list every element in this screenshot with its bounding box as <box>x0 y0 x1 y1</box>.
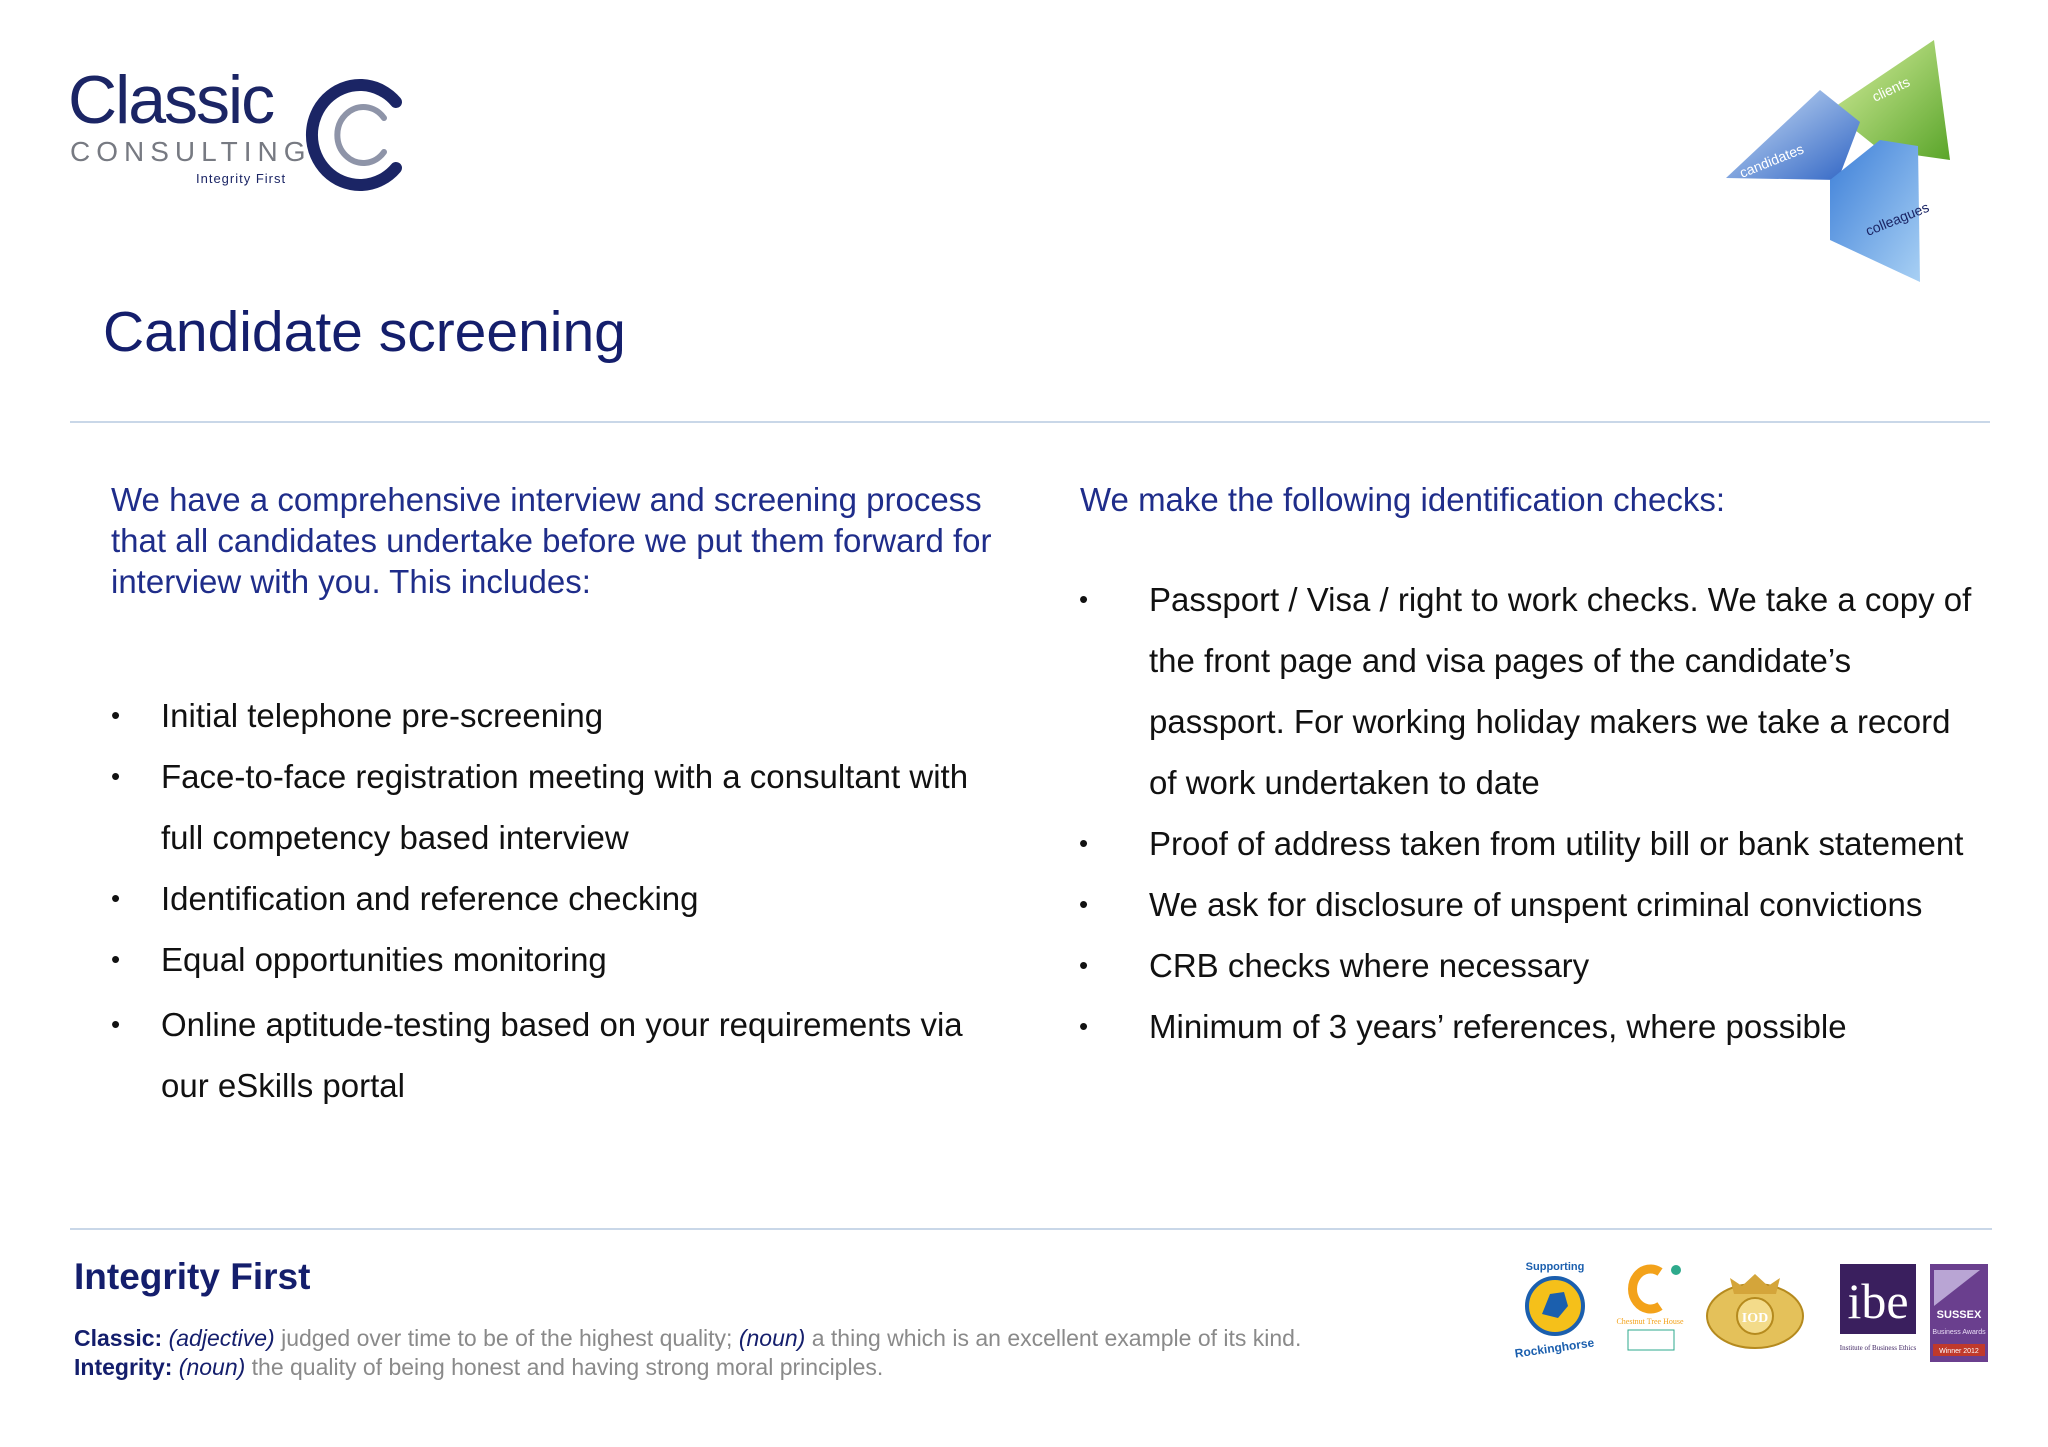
iod-crest-logo-icon <box>1707 1274 1803 1348</box>
definition-text: the quality of being honest and having strong moral principles. <box>245 1354 884 1380</box>
svg-text:Winner 2012: Winner 2012 <box>1939 1348 1979 1355</box>
list-item-text: Minimum of 3 years’ references, where possible <box>1149 1008 1847 1045</box>
page-title: Candidate screening <box>103 300 626 364</box>
list-item-text: Initial telephone pre-screening <box>161 697 604 734</box>
svg-text:Supporting: Supporting <box>1525 1261 1585 1273</box>
svg-text:Rockinghorse: Rockinghorse <box>1513 1335 1596 1361</box>
logo-tagline: Integrity First <box>196 171 287 186</box>
bullet-icon: • <box>111 883 121 913</box>
ibe-logo-icon <box>1840 1264 1917 1352</box>
sponsor-logos <box>1510 1256 1995 1366</box>
footer-title: Integrity First <box>74 1256 311 1297</box>
graphic-label-candidates: candidates <box>1737 140 1806 181</box>
logo-subtitle: CONSULTING <box>70 136 312 167</box>
company-logo <box>68 62 413 196</box>
list-item-text: Identification and reference checking <box>161 880 699 917</box>
chestnut-tree-house-logo-icon <box>1616 1265 1684 1350</box>
list-item <box>1079 569 1979 813</box>
svg-text:ibe: ibe <box>1847 1273 1909 1329</box>
bullet-icon: • <box>1079 828 1089 858</box>
definition-text: a thing which is an excellent example of its kind. <box>805 1325 1302 1351</box>
integrity-definition <box>74 1353 883 1382</box>
identification-checks-list <box>1079 569 1979 1057</box>
bottom-divider <box>70 1228 1992 1230</box>
bullet-icon: • <box>111 1009 121 1039</box>
sussex-business-awards-logo-icon <box>1930 1264 1988 1362</box>
bullet-icon: • <box>111 944 121 974</box>
graphic-label-colleagues: colleagues <box>1863 198 1932 239</box>
svg-text:IOD: IOD <box>1741 1311 1769 1326</box>
list-item-text: Face-to-face registration meeting with a consultant with full competency based interview <box>161 758 969 856</box>
list-item <box>1079 874 1979 935</box>
bullet-icon: • <box>1079 950 1089 980</box>
list-item-text: CRB checks where necessary <box>1149 947 1590 984</box>
definition-term: Classic: <box>74 1325 163 1351</box>
bullet-icon: • <box>111 761 121 791</box>
svg-text:Chestnut Tree House: Chestnut Tree House <box>1616 1317 1684 1326</box>
logo-wordmark: Classic <box>68 62 274 138</box>
bullet-icon: • <box>1079 1011 1089 1041</box>
list-item <box>1079 813 1979 874</box>
left-intro-paragraph: We have a comprehensive interview and screening process that all candidates undertake before we put them forward for interview with you. This includes: <box>111 481 992 600</box>
part-of-speech: (noun) <box>178 1354 246 1380</box>
logo-c-mark-icon <box>304 76 414 194</box>
list-item <box>111 746 1011 868</box>
list-item <box>111 868 1011 929</box>
right-intro-paragraph: We make the following identification checks: <box>1080 481 1726 518</box>
classic-definition <box>74 1324 1301 1353</box>
list-item-text: Equal opportunities monitoring <box>161 941 607 978</box>
definition-text: judged over time to be of the highest quality; <box>274 1325 739 1351</box>
part-of-speech: (adjective) <box>168 1325 275 1351</box>
list-item-text: Proof of address taken from utility bill or bank statement <box>1149 825 1964 862</box>
list-item <box>1079 996 1979 1057</box>
list-item <box>111 685 1011 746</box>
graphic-label-clients: clients <box>1869 73 1913 105</box>
bullet-icon: • <box>1079 584 1089 614</box>
rockinghorse-logo-icon <box>1514 1261 1596 1361</box>
three-c-triangle-graphic <box>1720 30 1960 292</box>
list-item <box>111 929 1011 990</box>
screening-process-list <box>111 685 1011 1116</box>
part-of-speech: (noun) <box>738 1325 806 1351</box>
list-item-text: Online aptitude-testing based on your requirements via our eSkills portal <box>161 1006 963 1104</box>
svg-text:Institute of Business Ethics: Institute of Business Ethics <box>1839 1344 1917 1352</box>
list-item-text: We ask for disclosure of unspent criminal convictions <box>1149 886 1923 923</box>
bullet-icon: • <box>111 700 121 730</box>
list-item <box>1079 935 1979 996</box>
list-item <box>111 994 1011 1116</box>
svg-text:SUSSEX: SUSSEX <box>1936 1309 1982 1321</box>
bullet-icon: • <box>1079 889 1089 919</box>
svg-text:Business Awards: Business Awards <box>1932 1329 1986 1336</box>
definition-term: Integrity: <box>74 1354 173 1380</box>
list-item-text: Passport / Visa / right to work checks. We take a copy of the front page and visa pages of the candidate’s passport. For working holiday makers we take a record of work undertaken to date <box>1149 581 1972 801</box>
top-divider <box>70 421 1990 423</box>
